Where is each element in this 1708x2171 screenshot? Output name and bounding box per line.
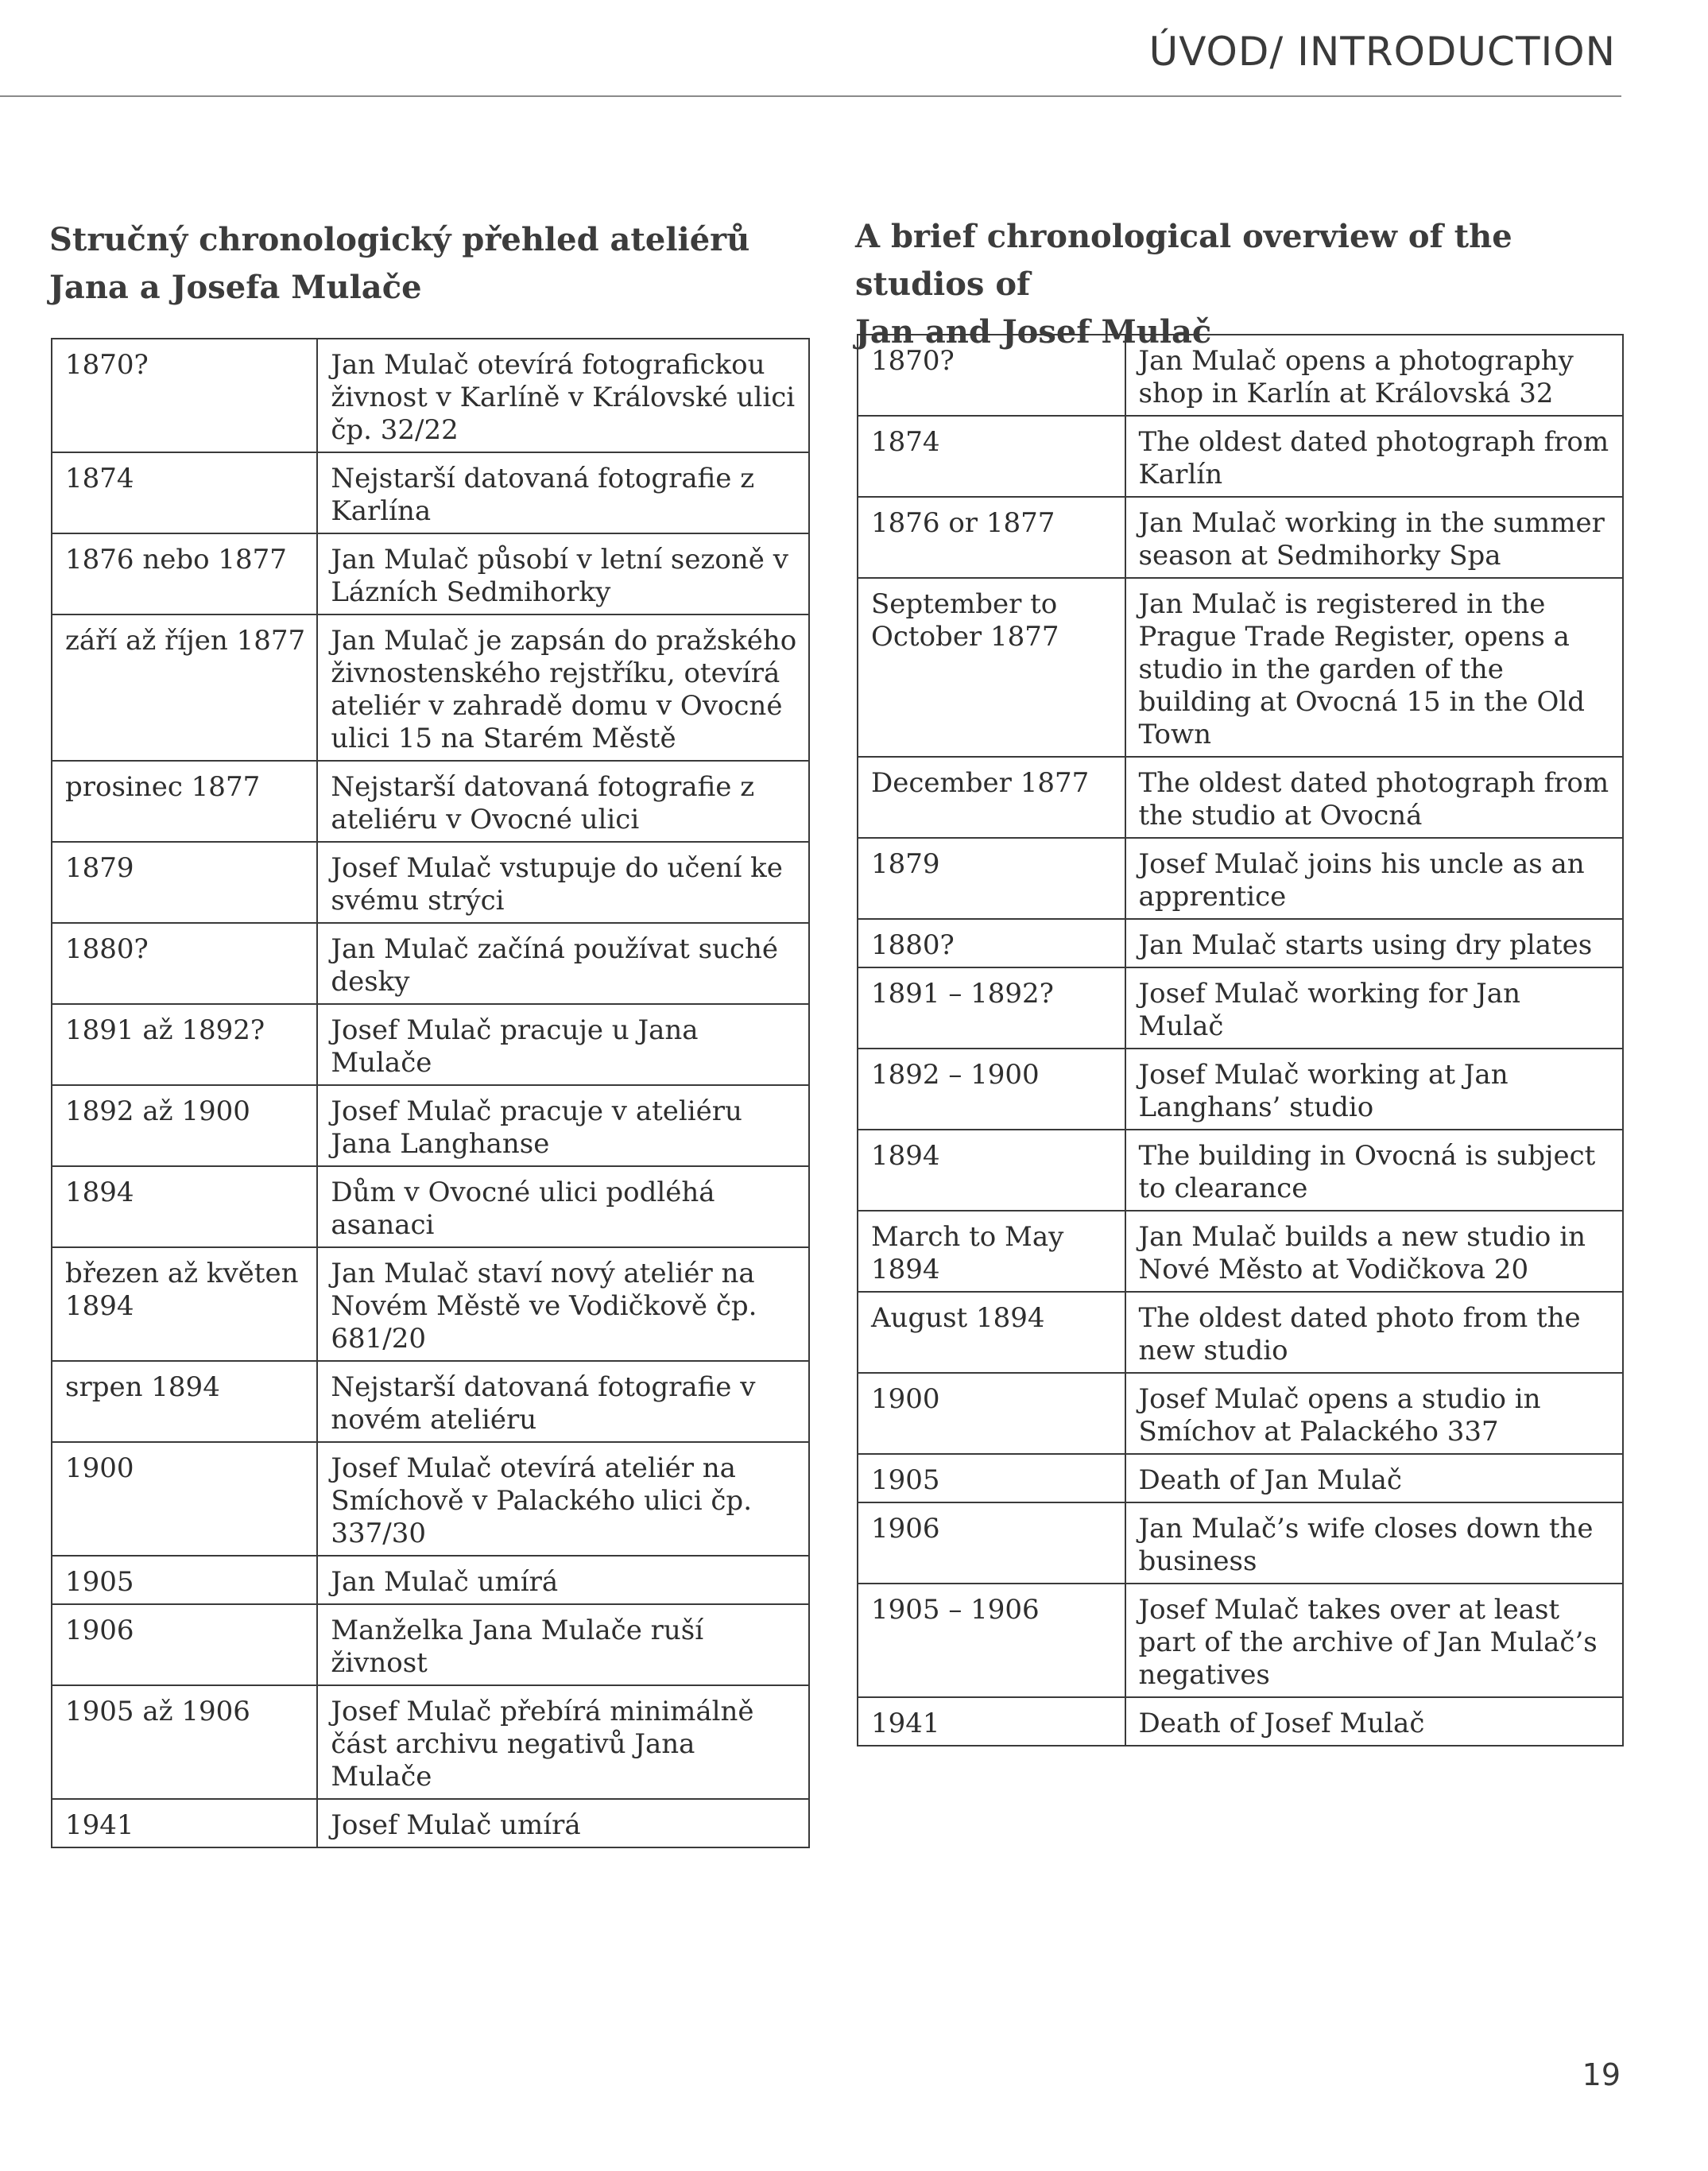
table-row: [52, 1247, 809, 1361]
table-row: [858, 1049, 1623, 1130]
event-cell: Jan Mulač je zapsán do pražského živnostenského rejstříku, otevírá ateliér v zahradě domu v Ovocné ulici 15 na Starém Městě: [317, 614, 809, 761]
date-cell: 1941: [858, 1697, 1125, 1746]
date-cell: December 1877: [858, 757, 1125, 838]
table-row: [858, 335, 1623, 416]
event-cell: Jan Mulač působí v letní sezoně v Lázních Sedmihorky: [317, 533, 809, 614]
date-cell: 1879: [52, 842, 317, 923]
event-cell: Nejstarší datovaná fotografie z ateliéru v Ovocné ulici: [317, 761, 809, 842]
table-row: [858, 1697, 1623, 1746]
date-cell: březen až květen 1894: [52, 1247, 317, 1361]
event-cell: Jan Mulač začíná používat suché desky: [317, 923, 809, 1004]
event-cell: Manželka Jana Mulače ruší živnost: [317, 1604, 809, 1685]
date-cell: 1900: [858, 1373, 1125, 1454]
date-cell: srpen 1894: [52, 1361, 317, 1442]
table-row: [52, 1085, 809, 1166]
table-row: [52, 1166, 809, 1247]
table-row: [858, 1502, 1623, 1584]
table-row: [52, 339, 809, 452]
table-row: [858, 1130, 1623, 1211]
czech-heading-line-2: Jana a Josefa Mulače: [49, 269, 422, 306]
date-cell: září až říjen 1877: [52, 614, 317, 761]
event-cell: Jan Mulač umírá: [317, 1556, 809, 1604]
date-cell: August 1894: [858, 1292, 1125, 1373]
event-cell: The oldest dated photograph from the studio at Ovocná: [1125, 757, 1623, 838]
date-cell: 1879: [858, 838, 1125, 919]
table-row: [858, 757, 1623, 838]
header-divider: [0, 95, 1621, 97]
event-cell: Jan Mulač’s wife closes down the business: [1125, 1502, 1623, 1584]
table-row: [858, 967, 1623, 1049]
section-header: ÚVOD/ INTRODUCTION: [1148, 29, 1616, 75]
table-row: [858, 919, 1623, 967]
date-cell: 1891 až 1892?: [52, 1004, 317, 1085]
czech-heading: [49, 216, 765, 312]
table-row: [52, 1442, 809, 1556]
table-row: [858, 578, 1623, 757]
table-row: [52, 1799, 809, 1847]
event-cell: Josef Mulač working for Jan Mulač: [1125, 967, 1623, 1049]
table-row: [858, 497, 1623, 578]
table-row: [52, 452, 809, 533]
czech-chronology-table: [51, 338, 810, 1848]
event-cell: The oldest dated photo from the new studio: [1125, 1292, 1623, 1373]
english-chronology-table: [857, 334, 1624, 1746]
table-row: [52, 1604, 809, 1685]
date-cell: 1880?: [858, 919, 1125, 967]
event-cell: Jan Mulač builds a new studio in Nové Město at Vodičkova 20: [1125, 1211, 1623, 1292]
table-row: [858, 1292, 1623, 1373]
english-heading-line-2: Jan and Josef Mulač: [855, 313, 1212, 351]
english-heading-line-1: A brief chronological overview of the studios of: [855, 218, 1512, 303]
event-cell: The oldest dated photograph from Karlín: [1125, 416, 1623, 497]
event-cell: Josef Mulač joins his uncle as an apprentice: [1125, 838, 1623, 919]
table-row: [52, 533, 809, 614]
event-cell: Josef Mulač otevírá ateliér na Smíchově v Palackého ulici čp. 337/30: [317, 1442, 809, 1556]
date-cell: 1870?: [858, 335, 1125, 416]
date-cell: 1892 až 1900: [52, 1085, 317, 1166]
date-cell: 1894: [52, 1166, 317, 1247]
date-cell: 1894: [858, 1130, 1125, 1211]
date-cell: 1905 – 1906: [858, 1584, 1125, 1697]
event-cell: Josef Mulač pracuje u Jana Mulače: [317, 1004, 809, 1085]
event-cell: Josef Mulač umírá: [317, 1799, 809, 1847]
table-row: [858, 838, 1623, 919]
table-row: [858, 1373, 1623, 1454]
event-cell: Jan Mulač staví nový ateliér na Novém Městě ve Vodičkově čp. 681/20: [317, 1247, 809, 1361]
event-cell: Jan Mulač opens a photography shop in Karlín at Královská 32: [1125, 335, 1623, 416]
date-cell: 1900: [52, 1442, 317, 1556]
date-cell: 1892 – 1900: [858, 1049, 1125, 1130]
event-cell: Josef Mulač opens a studio in Smíchov at Palackého 337: [1125, 1373, 1623, 1454]
date-cell: March to May 1894: [858, 1211, 1125, 1292]
date-cell: prosinec 1877: [52, 761, 317, 842]
table-row: [858, 1584, 1623, 1697]
event-cell: Jan Mulač starts using dry plates: [1125, 919, 1623, 967]
table-row: [52, 761, 809, 842]
date-cell: 1891 – 1892?: [858, 967, 1125, 1049]
table-row: [858, 416, 1623, 497]
date-cell: 1905: [52, 1556, 317, 1604]
date-cell: 1905 až 1906: [52, 1685, 317, 1799]
czech-heading-line-1: Stručný chronologický přehled ateliérů: [49, 221, 750, 258]
date-cell: September to October 1877: [858, 578, 1125, 757]
event-cell: Jan Mulač working in the summer season at Sedmihorky Spa: [1125, 497, 1623, 578]
date-cell: 1870?: [52, 339, 317, 452]
event-cell: Josef Mulač takes over at least part of the archive of Jan Mulač’s negatives: [1125, 1584, 1623, 1697]
event-cell: Jan Mulač otevírá fotografickou živnost v Karlíně v Královské ulici čp. 32/22: [317, 339, 809, 452]
event-cell: Death of Jan Mulač: [1125, 1454, 1623, 1502]
table-row: [52, 1556, 809, 1604]
event-cell: Dům v Ovocné ulici podléhá asanaci: [317, 1166, 809, 1247]
date-cell: 1876 or 1877: [858, 497, 1125, 578]
table-row: [52, 1004, 809, 1085]
page-number: 19: [1582, 2057, 1621, 2092]
event-cell: Josef Mulač pracuje v ateliéru Jana Langhanse: [317, 1085, 809, 1166]
date-cell: 1874: [858, 416, 1125, 497]
date-cell: 1905: [858, 1454, 1125, 1502]
event-cell: Jan Mulač is registered in the Prague Trade Register, opens a studio in the garden of the building at Ovocná 15 in the Old Town: [1125, 578, 1623, 757]
date-cell: 1874: [52, 452, 317, 533]
event-cell: Josef Mulač working at Jan Langhans’ studio: [1125, 1049, 1623, 1130]
event-cell: Death of Josef Mulač: [1125, 1697, 1623, 1746]
table-row: [858, 1454, 1623, 1502]
event-cell: Nejstarší datovaná fotografie v novém ateliéru: [317, 1361, 809, 1442]
event-cell: Josef Mulač přebírá minimálně část archivu negativů Jana Mulače: [317, 1685, 809, 1799]
date-cell: 1880?: [52, 923, 317, 1004]
date-cell: 1941: [52, 1799, 317, 1847]
table-row: [52, 923, 809, 1004]
event-cell: Nejstarší datovaná fotografie z Karlína: [317, 452, 809, 533]
date-cell: 1906: [52, 1604, 317, 1685]
date-cell: 1876 nebo 1877: [52, 533, 317, 614]
date-cell: 1906: [858, 1502, 1125, 1584]
table-row: [52, 1685, 809, 1799]
table-row: [52, 842, 809, 923]
table-row: [52, 1361, 809, 1442]
event-cell: The building in Ovocná is subject to clearance: [1125, 1130, 1623, 1211]
event-cell: Josef Mulač vstupuje do učení ke svému strýci: [317, 842, 809, 923]
table-row: [52, 614, 809, 761]
table-row: [858, 1211, 1623, 1292]
